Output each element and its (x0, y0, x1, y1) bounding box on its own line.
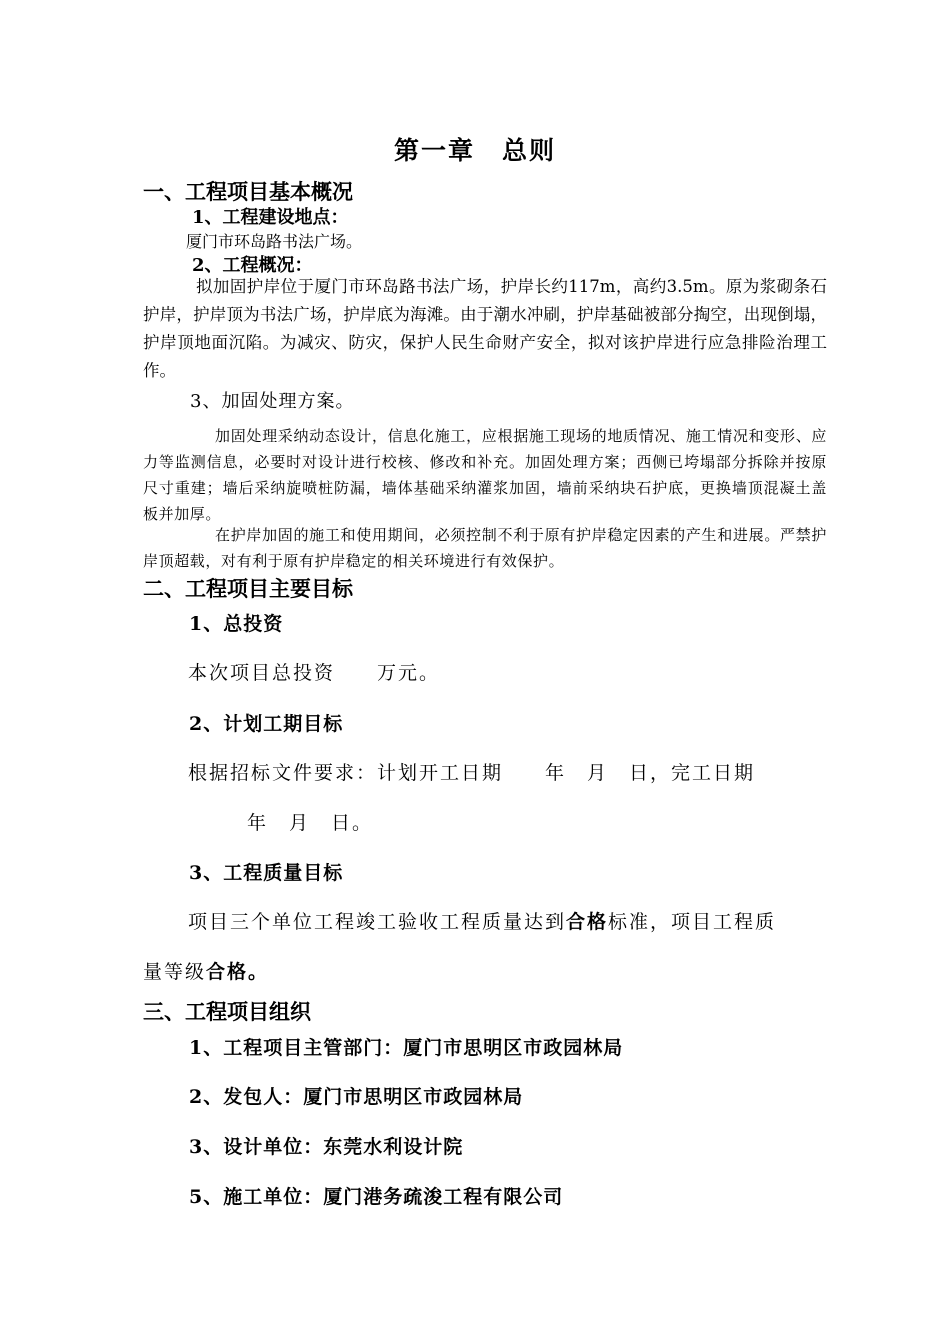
section-2-item-2-heading: 2、计划工期目标 (189, 713, 344, 735)
section-2-item-1-heading: 1、总投资 (189, 613, 284, 635)
section-1-heading: 一、工程项目基本概况 (143, 179, 353, 204)
section-1-item-3-para-2: 在护岸加固的施工和使用期间，必须控制不利于原有护岸稳定因素的产生和进展。严禁护岸顶超载，对有利于原有护岸稳定的相关环境进行有效保护。 (143, 526, 827, 570)
section-2-heading: 二、工程项目主要目标 (143, 576, 353, 601)
chapter-title: 第一章 总则 (393, 136, 556, 165)
section-3-item-3: 3、设计单位：东莞水利设计院 (189, 1136, 464, 1158)
quality-grade-2: 合格。 (206, 961, 270, 983)
section-1-item-3-para-1: 加固处理采纳动态设计，信息化施工，应根据施工现场的地质情况、施工情况和变形、应力等监测信息，必要时对设计进行校核、修改和补充。加固处理方案；西侧已垮塌部分拆除并按原尺寸重建；墙后采纳旋喷桩防漏，墙体基础采纳灌浆加固，墙前采纳块石护底，更换墙顶混凝土盖板并加厚。 (143, 427, 827, 523)
section-2-item-2-line-2: 年 月 日。 (247, 812, 374, 834)
section-2-item-3-heading: 3、工程质量目标 (189, 862, 344, 884)
section-2-item-3-line-2 (143, 957, 269, 984)
quality-grade-1: 合格 (566, 911, 609, 933)
section-2-item-3-line-1 (188, 907, 776, 934)
section-1-item-2-text: 拟加固护岸位于厦门市环岛路书法广场，护岸长约117m，高约3.5m。原为浆砌条石护岸，护岸顶为书法广场，护岸底为海滩。由于潮水冲刷，护岸基础被部分掏空，出现倒塌，护岸顶地面沉陷。为减灾、防灾，保护人民生命财产安全，拟对该护岸进行应急排险治理工作。 (143, 277, 827, 380)
section-2-item-2-line-1: 根据招标文件要求：计划开工日期 年 月 日，完工日期 (188, 762, 756, 784)
quality-text-c: 标准，项目工程质 (608, 911, 777, 933)
section-1-item-1-heading: 1、工程建设地点： (192, 207, 349, 228)
section-3-item-4: 5、施工单位：厦门港务疏浚工程有限公司 (189, 1186, 564, 1208)
section-1-item-3-heading: 3、加固处理方案。 (190, 391, 355, 412)
section-3-item-1: 1、工程项目主管部门：厦门市思明区市政园林局 (189, 1037, 624, 1059)
quality-text-d: 量等级 (143, 961, 207, 983)
section-3-heading: 三、工程项目组织 (143, 999, 311, 1024)
section-3-item-2: 2、发包人：厦门市思明区市政园林局 (189, 1086, 524, 1108)
section-1-item-1-text: 厦门市环岛路书法广场。 (186, 232, 363, 251)
quality-text-a: 项目三个单位工程竣工验收工程质量达到 (188, 911, 567, 933)
section-2-item-1-text: 本次项目总投资 万元。 (188, 662, 441, 684)
section-1-item-2-heading: 2、工程概况： (192, 255, 313, 276)
